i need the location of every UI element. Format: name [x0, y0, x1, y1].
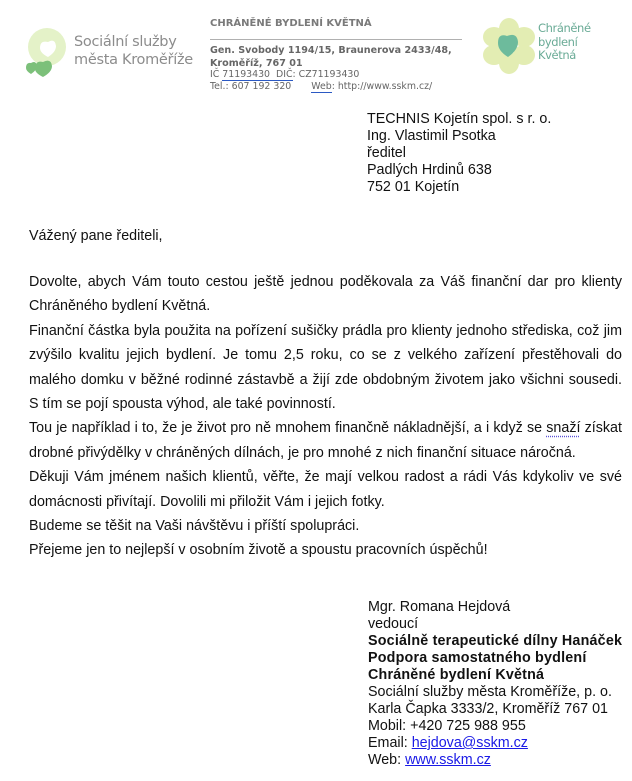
- spellcheck-flagged-word[interactable]: snaží: [546, 420, 581, 437]
- logo-right-text-line1: Chráněné: [538, 21, 591, 35]
- signatory-role: vedoucí: [368, 616, 419, 632]
- signature-address: Karla Čapka 3333/2, Kroměříž 767 01: [368, 701, 609, 717]
- logo-left-text-line1: Sociální služby: [74, 34, 177, 50]
- letterhead-ids: [210, 69, 359, 81]
- paragraph: Dovolte, abych Vám touto cestou ještě jednou poděkovala za Váš finanční dar pro klienty Chráněného bydlení Květná.: [29, 274, 622, 315]
- web-link-label[interactable]: Web: [311, 81, 332, 92]
- signature-web-row: [368, 752, 622, 769]
- phone-number: Tel.: 607 192 320: [210, 81, 292, 92]
- signature-block: [368, 599, 622, 769]
- logo-left-text-line2: města Kroměříže: [74, 52, 193, 68]
- ic-value: 71193430 DIČ: [222, 69, 293, 80]
- letterhead-phone-web: [210, 81, 432, 93]
- recipient-role: ředitel: [367, 145, 406, 161]
- logo-right-text: [538, 22, 591, 63]
- recipient-city: 752 01 Kojetín: [367, 179, 460, 195]
- paragraph: Finanční částka byla použita na pořízení sušičky prádla pro klienty jednoho střediska, což jim zvýšilo kvalitu jejich bydlení. Je tomu 2,5 roku, co se z velkého zařízení přestěhovali do malého domku v běžné rodinné zástavbě a žijí zde obdobným životem jako všichni sousedi. S tím se pojí spousta výhod, ale také povinností.: [29, 322, 622, 413]
- letter-body: [29, 270, 622, 563]
- flower-heart-logo-icon: [483, 18, 535, 74]
- letterhead-title: CHRÁNĚNÉ BYDLENÍ KVĚTNÁ: [210, 18, 372, 29]
- logo-left-text: [74, 33, 193, 69]
- dic-value: : CZ71193430: [292, 69, 360, 80]
- signature-unit: Sociálně terapeutické dílny Hanáček: [368, 633, 623, 649]
- signature-organization: Sociální služby města Kroměříže, p. o.: [368, 684, 612, 700]
- recipient-name: Ing. Vlastimil Psotka: [367, 128, 496, 144]
- logo-chranene-bydleni: [483, 18, 603, 78]
- letterhead-address: [210, 44, 452, 70]
- web-link[interactable]: www.sskm.cz: [405, 752, 491, 768]
- dic-label: DIČ: [275, 69, 293, 80]
- logo-socialni-sluzby: [24, 27, 193, 77]
- recipient-street: Padlých Hrdinů 638: [367, 162, 492, 178]
- salutation: Vážený pane řediteli,: [29, 228, 163, 244]
- paragraph: Tou je například i to, že je život pro ně mnohem finančně nákladnější, a i když se snaží získat drobné přivýdělky v chráněných dílnách, je pro mnohé z nich finanční situace náročná.: [29, 420, 622, 461]
- signature-unit: Podpora samostatného bydlení: [368, 650, 587, 666]
- email-link[interactable]: hejdova@sskm.cz: [411, 735, 528, 751]
- paragraph: Děkuji Vám jménem našich klientů, věřte, že mají velkou radost a rádi Vás kdykoliv ve své domácnosti přivítají. Dovolili mi přiložit Vám i jejich fotky.: [29, 469, 622, 510]
- email-label: Email:: [368, 735, 412, 751]
- address-line2: Kroměříž, 767 01: [210, 58, 303, 69]
- web-url: : http://www.sskm.cz/: [331, 81, 433, 92]
- recipient-address: [367, 111, 551, 196]
- signature-email-row: [368, 735, 622, 752]
- ic-label: IČ: [210, 69, 220, 80]
- recipient-company: TECHNIS Kojetín spol. s r. o.: [367, 111, 552, 127]
- paragraph: Budeme se těšit na Vaši návštěvu i příští spolupráci.: [29, 518, 360, 535]
- signature-mobile: Mobil: +420 725 988 955: [368, 718, 526, 734]
- logo-right-text-line2: bydlení: [538, 34, 578, 49]
- letterhead-divider: [210, 39, 462, 40]
- logo-right-text-line3: Květná: [538, 48, 576, 62]
- signature-unit: Chráněné bydlení Květná: [368, 667, 545, 683]
- paragraph: Přejeme jen to nejlepší v osobním životě a spoustu pracovních úspěchů!: [29, 542, 488, 559]
- signatory-name: Mgr. Romana Hejdová: [368, 599, 511, 615]
- web-label: Web:: [368, 752, 406, 768]
- address-line1: Gen. Svobody 1194/15, Braunerova 2433/48,: [210, 45, 452, 56]
- hearts-circle-logo-icon: [24, 27, 74, 77]
